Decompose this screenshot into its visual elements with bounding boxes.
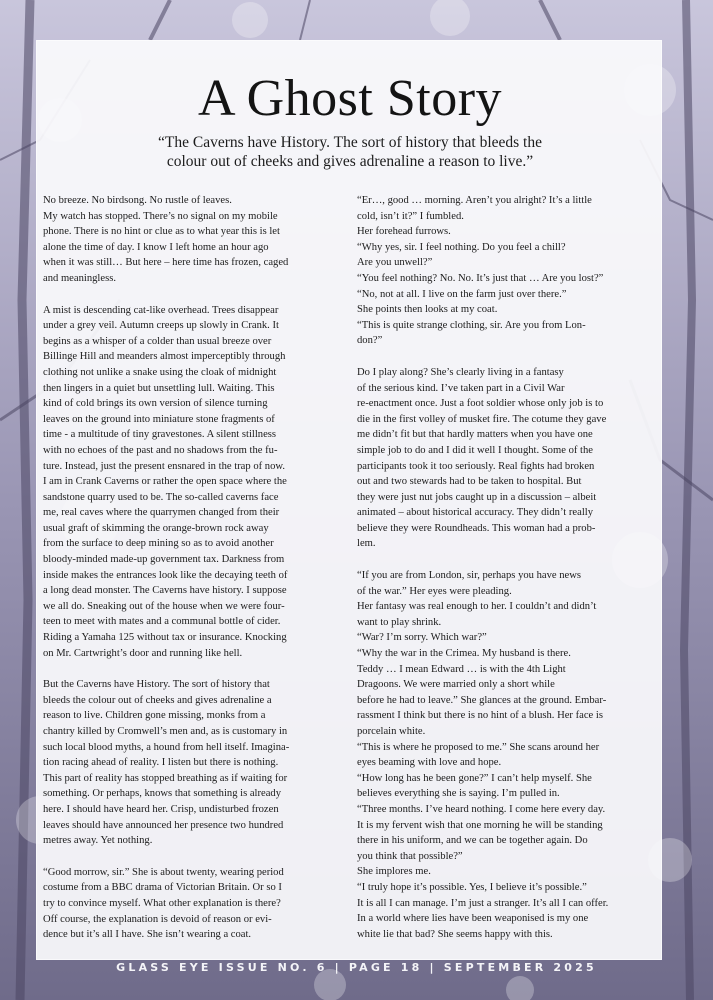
text-line: under a grey veil. Autumn creeps up slowly in Crank. It [43, 320, 279, 332]
text-line: believe they were Roundheads. This woman had a prob- [357, 522, 596, 534]
text-line: something. Or perhaps, knows that something is already [43, 788, 282, 800]
paragraph [43, 193, 338, 287]
text-line: “You feel nothing? No. No. It’s just that … Are you lost?” [357, 272, 604, 284]
article-subtitle [97, 133, 603, 171]
text-line: such local blood myths, a hound from hell itself. Imagina- [43, 741, 290, 753]
text-line: leaves on the ground into miniature stone fragments of [43, 413, 275, 425]
text-line: white lie that bad? She seems happy with this. [357, 928, 553, 940]
text-line: This part of reality has stopped breathing as if waiting for [43, 772, 288, 784]
text-line: inside makes the entrances look like the decaying teeth of [43, 569, 288, 581]
text-line: bleeds the colour out of cheeks and gives adrenaline a [43, 694, 272, 706]
text-line: costume from a BBC drama of Victorian Britain. Or so I [43, 882, 282, 894]
text-line: “Why yes, sir. I feel nothing. Do you feel a chill? [357, 241, 566, 253]
text-line: teen to meet with mates and a communal bottle of cider. [43, 616, 281, 628]
text-line: we all do. Sneaking out of the house when we were four- [43, 600, 285, 612]
paragraph [357, 193, 652, 349]
text-line: She points then looks at my coat. [357, 304, 498, 316]
text-line: with no echoes of the past and no shadows from the fu- [43, 444, 278, 456]
text-line: ture. Instead, just the present ensnared in the trap of now. [43, 460, 286, 472]
text-line: porcelain white. [357, 726, 426, 737]
text-line: Riding a Yamaha 125 without tax or insurance. Knocking [43, 632, 287, 644]
text-line: from the surface to deep mining so as to avoid another [43, 538, 274, 550]
text-line: “Why the war in the Crimea. My husband is there. [357, 648, 571, 660]
text-line: Dragoons. We were married only a short while [357, 679, 555, 691]
left-column [43, 193, 338, 959]
subtitle-line: colour out of cheeks and gives adrenaline a reason to live.” [166, 153, 534, 170]
text-line: animated – about historical accuracy. They didn’t really [357, 507, 594, 519]
text-line: eyes beaming with love and hope. [357, 757, 502, 769]
text-line: phone. There is no hint or clue as to what year this is let [43, 226, 280, 238]
text-line: Off course, the explanation is devoid of reason or evi- [43, 913, 272, 925]
text-line: “No, not at all. I live on the farm just over there.” [357, 288, 567, 300]
text-line: and meaningless. [43, 272, 116, 284]
text-line: of the war.” Her eyes were pleading. [357, 585, 512, 597]
article-title: A Ghost Story [197, 70, 503, 127]
text-line: Are you unwell?” [357, 257, 433, 269]
text-line: they were just nut jobs caught up in a discussion – albeit [357, 491, 597, 503]
paragraph [357, 365, 652, 552]
text-line: try to convince myself. What other explanation is there? [43, 897, 281, 909]
paragraph [43, 303, 338, 662]
text-line: die in the first volley of musket fire. The cotume they gave [357, 413, 607, 425]
text-line: Her fantasy was real enough to her. I couldn’t and didn’t [357, 601, 597, 613]
text-line: simple job to do and I did it well I thought. Some of the [357, 444, 593, 456]
paragraph [357, 568, 652, 942]
text-line: when it was still… But here – here time has frozen, caged [43, 257, 289, 269]
text-line: “Three months. I’ve heard nothing. I come here every day. [357, 803, 606, 815]
right-column [357, 193, 652, 958]
text-line: Teddy … I mean Edward … is with the 4th Light [357, 663, 566, 675]
text-line: “I truly hope it’s possible. Yes, I believe it’s possible.” [357, 881, 587, 893]
text-line: me, real caves where the quarrymen changed from their [43, 507, 280, 519]
text-line: lem. [357, 538, 376, 550]
text-line: No breeze. No birdsong. No rustle of leaves. [43, 195, 232, 206]
text-line: usual graft of skimming the orange-brown rock away [43, 522, 269, 534]
text-line: It is my fervent wish that one morning he will be standing [357, 819, 603, 831]
text-line: rassment I think but there is no hint of a blush. Her face is [357, 710, 603, 722]
text-line: She implores me. [357, 866, 431, 878]
text-line: re-enactment once. Just a foot soldier whose only job is to [357, 398, 604, 410]
text-line: kind of cold brings its own version of silence turning [43, 398, 268, 410]
text-line: bloody-minded made-up government tax. Darkness from [43, 554, 285, 566]
text-line: In a world where lies have been weaponised is my one [357, 913, 589, 925]
text-line: want to play shrink. [357, 616, 442, 628]
text-line: “War? I’m sorry. Which war?” [357, 632, 487, 644]
text-line: participants took it too seriously. Real fights had broken [357, 460, 595, 472]
text-line: “Er…, good … morning. Aren’t you alright? It’s a little [357, 195, 592, 206]
paragraph [43, 677, 338, 849]
text-line: “This is where he proposed to me.” She scans around her [357, 741, 600, 753]
text-line: before he had to leave.” She glances at the ground. Embar- [357, 694, 607, 706]
text-line: believes everything she is saying. I’m pulled in. [357, 788, 560, 800]
text-line: “Good morrow, sir.” She is about twenty, wearing period [43, 866, 284, 878]
subtitle-line: “The Caverns have History. The sort of history that bleeds the [158, 134, 542, 151]
text-line: “This is quite strange clothing, sir. Are you from Lon- [357, 319, 586, 331]
text-line: “How long has he been gone?” I can’t help myself. She [357, 772, 592, 784]
text-line: It is all I can manage. I’m just a stranger. It’s all I can offer. [357, 897, 609, 909]
text-line: a long dead monster. The Caverns have history. I suppose [43, 585, 287, 597]
text-line: “If you are from London, sir, perhaps you have news [357, 570, 582, 582]
text-line: don?” [357, 335, 383, 347]
text-line: reason to live. Children gone missing, monks from a [43, 710, 266, 722]
text-line: Billinge Hill and meanders almost imperceptibly through [43, 351, 286, 363]
text-line: Her forehead furrows. [357, 226, 451, 238]
text-line: there in his uniform, and we can be together again. Do [357, 835, 588, 847]
page-footer: GLASS EYE ISSUE NO. 6 | PAGE 18 | SEPTEMBER 2025 [116, 961, 597, 974]
text-line: But the Caverns have History. The sort of history that [43, 679, 270, 691]
text-line: here. I should have heard her. Crisp, undisturbed frozen [43, 803, 279, 815]
text-line: Do I play along? She’s clearly living in a fantasy [357, 366, 564, 378]
text-line: begins as a whisper of a colder than usual breeze over [43, 335, 272, 347]
text-line: A mist is descending cat-like overhead. Trees disappear [43, 304, 279, 316]
text-line: tion racing ahead of reality. I listen but there is nothing. [43, 757, 279, 769]
text-line: out and two stewards had to be taken to hospital. But [357, 476, 582, 488]
paragraph [43, 865, 338, 943]
text-line: clothing not unlike a snake using the cloak of midnight [43, 366, 277, 378]
text-line: My watch has stopped. There’s no signal on my mobile [43, 210, 278, 222]
text-line: cold, isn’t it?” I fumbled. [357, 210, 464, 222]
text-line: alone the time of day. I know I left home an hour ago [43, 241, 269, 253]
text-line: time - a multitude of tiny gravestones. A silent stillness [43, 429, 277, 441]
text-line: leaves should have announced her presence two hundred [43, 819, 284, 831]
text-line: I am in Crank Caverns or rather the open space where the [43, 476, 287, 488]
text-line: on Mr. Cartwright’s door and running like hell. [43, 647, 243, 659]
text-line: of the serious kind. I’ve taken part in a Civil War [357, 382, 565, 394]
text-line: then lingers in a quiet but unsettling lull. Waiting. This [43, 382, 275, 394]
text-line: you think that possible?” [357, 850, 463, 862]
text-line: dence but it’s all I have. She isn’t wearing a coat. [43, 929, 252, 941]
text-line: chantry killed by Cromwell’s men and, as is customary in [43, 726, 288, 737]
text-line: me didn’t fit but that hardly matters when you have one [357, 429, 593, 441]
text-line: metres away. Yet nothing. [43, 835, 153, 847]
article-panel [36, 40, 662, 960]
text-line: sandstone quarry used to be. The so-called caverns face [43, 491, 279, 503]
